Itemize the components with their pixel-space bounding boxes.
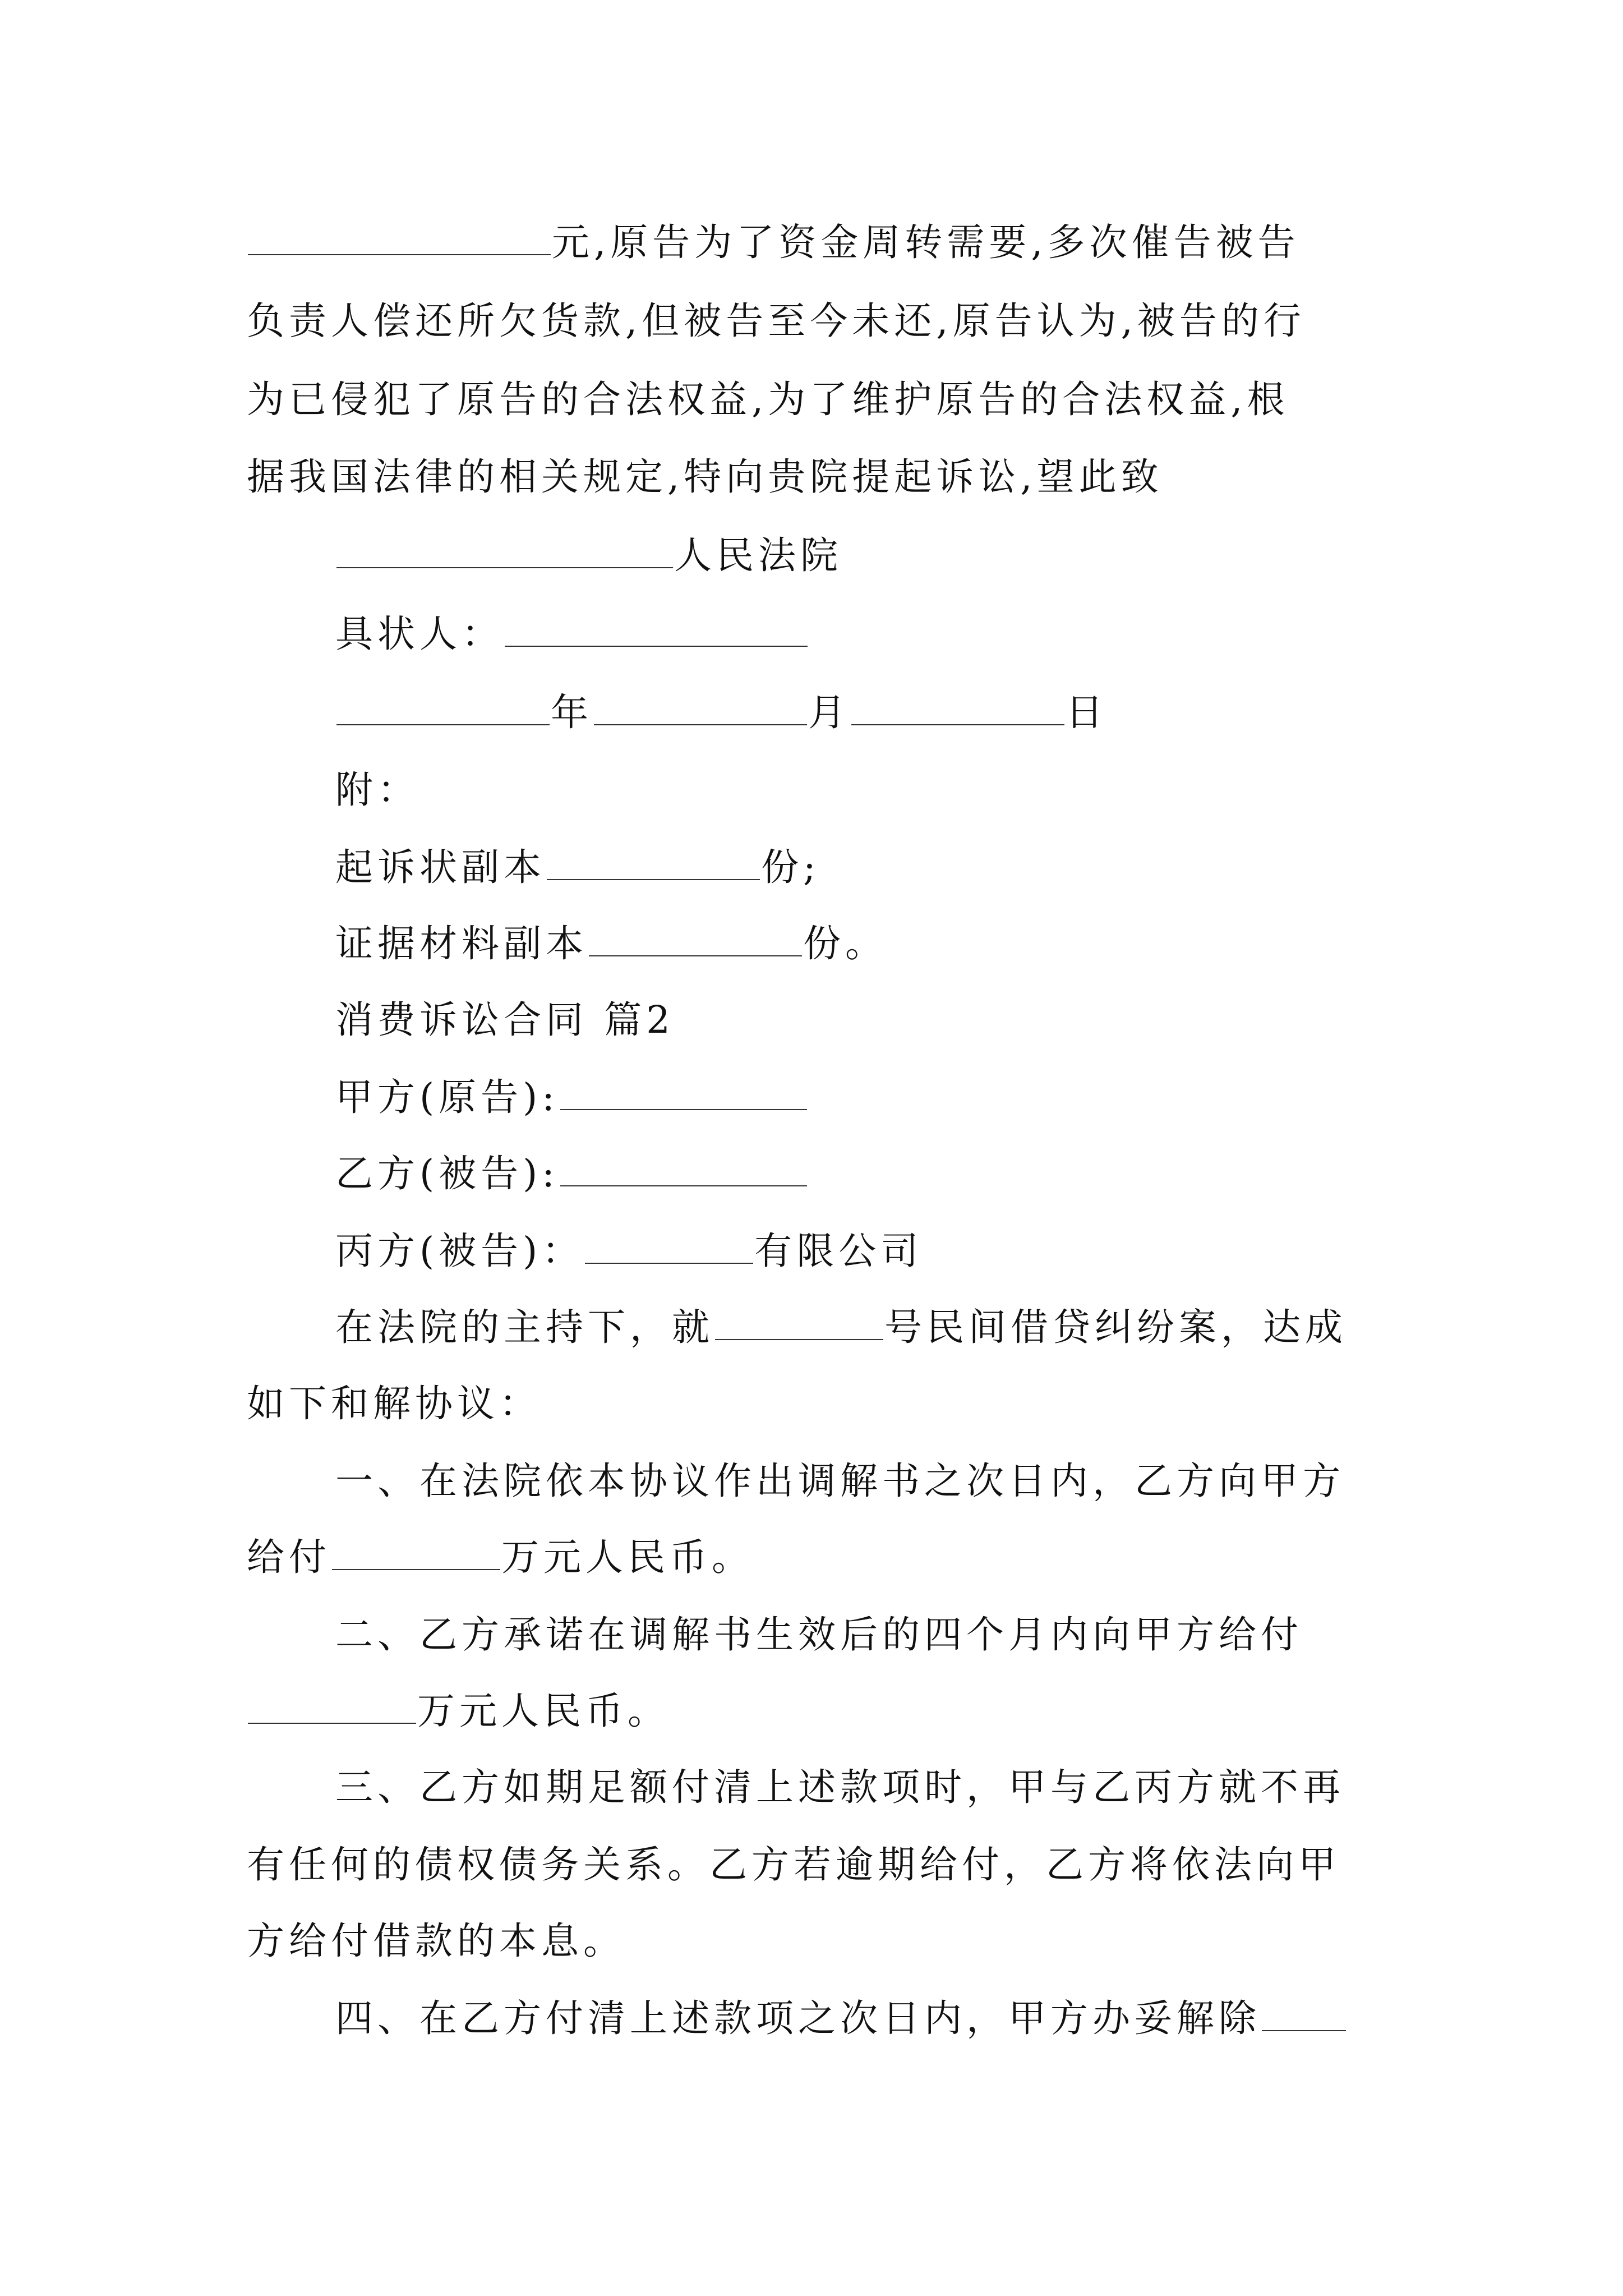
- clause-line: [335, 1996, 1347, 2041]
- text: 人民法院: [674, 533, 842, 577]
- label: 起诉状副本: [335, 845, 546, 889]
- label: 甲方(原告):: [335, 1075, 559, 1119]
- section-title: 消费诉讼合同 篇2: [335, 998, 675, 1042]
- party-b-line: [335, 1151, 808, 1196]
- fill-blank: [336, 694, 550, 725]
- text: 年: [551, 691, 593, 734]
- text: 四、在乙方付清上述款项之次日内，甲方办妥解除: [335, 1996, 1261, 2040]
- fill-blank: [715, 1309, 883, 1340]
- text: 在法院的主持下，就: [335, 1305, 714, 1349]
- text: 有限公司: [754, 1229, 923, 1273]
- court-line: [335, 533, 842, 578]
- clause-line: 有任何的债权债务关系。乙方若逾期给付，乙方将依法向甲: [247, 1843, 1340, 1887]
- attach-line: [335, 921, 887, 966]
- label: 证据材料副本: [335, 922, 588, 965]
- fill-blank: [336, 537, 673, 568]
- clause-line: 一、在法院依本协议作出调解书之次日内，乙方向甲方: [335, 1459, 1345, 1503]
- paragraph-line: 为已侵犯了原告的合法权益,为了维护原告的合法权益,根: [247, 378, 1289, 421]
- text: 万元人民币。: [501, 1535, 754, 1579]
- fill-blank: [332, 1539, 500, 1570]
- text: 给付: [247, 1535, 331, 1579]
- fill-blank: [505, 615, 808, 647]
- fill-blank: [594, 694, 807, 725]
- paragraph-line: [247, 220, 1300, 265]
- text: 月: [808, 691, 850, 734]
- paragraph-line: 负责人偿还所欠货款,但被告至今未还,原告认为,被告的行: [247, 299, 1306, 343]
- fill-blank: [585, 1232, 753, 1264]
- party-a-line: [335, 1075, 808, 1120]
- text: 份。: [803, 922, 887, 965]
- fill-blank: [560, 1155, 807, 1186]
- text: 份;: [761, 845, 820, 889]
- text: 号民间借贷纠纷案，达成: [884, 1305, 1347, 1349]
- clause-line: [247, 1688, 670, 1733]
- attach-line: [335, 845, 820, 890]
- fill-blank: [1262, 2000, 1346, 2031]
- label: 具状人：: [335, 612, 504, 656]
- text: 万元人民币。: [417, 1689, 670, 1733]
- intro-line: 如下和解协议：: [247, 1382, 541, 1425]
- text: 日: [1066, 691, 1108, 734]
- party-c-line: [335, 1228, 923, 1273]
- text: 元,原告为了资金周转需要,多次催告被告: [552, 220, 1300, 264]
- clause-line: [247, 1535, 754, 1580]
- intro-line: [335, 1305, 1347, 1350]
- fill-blank: [547, 849, 760, 880]
- date-line: [335, 690, 1108, 735]
- fill-blank: [589, 925, 802, 956]
- fill-blank: [560, 1079, 807, 1110]
- label: 乙方(被告):: [335, 1152, 559, 1195]
- clause-line: 二、乙方承诺在调解书生效后的四个月内向甲方给付: [335, 1613, 1303, 1657]
- attach-label: 附：: [335, 768, 419, 812]
- label: 丙方(被告)：: [335, 1229, 584, 1273]
- fill-blank: [851, 694, 1064, 725]
- fill-blank: [248, 224, 551, 255]
- clause-line: 三、乙方如期足额付清上述款项时，甲与乙丙方就不再: [335, 1765, 1345, 1809]
- clause-line: 方给付借款的本息。: [247, 1919, 625, 1963]
- petitioner-line: [335, 611, 809, 656]
- fill-blank: [248, 1692, 416, 1724]
- paragraph-line: 据我国法律的相关规定,特向贵院提起诉讼,望此致: [247, 455, 1163, 499]
